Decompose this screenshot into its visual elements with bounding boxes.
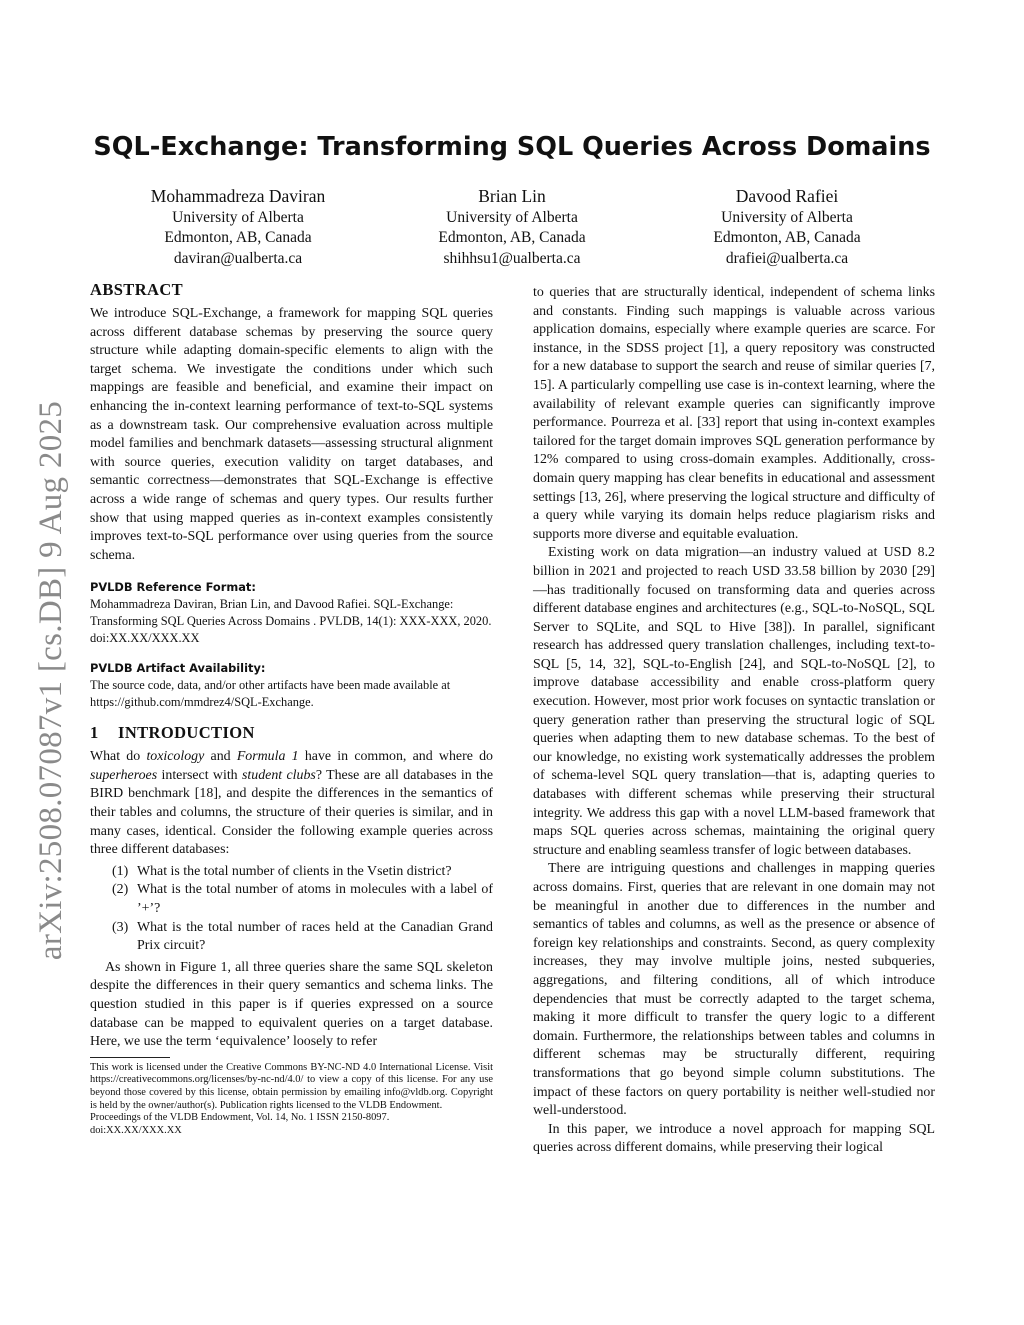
right-column	[533, 284, 935, 1158]
author-name: Brian Lin	[478, 186, 546, 206]
body-paragraph: There are intriguing questions and challenges in mapping queries across domains. First, queries that are relevant in one domain may not be meaningful in another due to differences in the number and semantics of tables and columns, as well as the presence or absence of foreign key relationships and constraints. Second, as query complexity increases, they may involve multiple joins, nested subqueries, aggregations, and filtering conditions, all of which introduce dependencies that must be correctly adapted to the target schema, making it more difficult to transfer the query logic to a different domain. Furthermore, the relationships between tables and columns in different schemas may be structurally different, requiring transformations that go beyond simple column substitutions. The impact of these factors on query portability is neither well-studied nor well-understood.	[533, 861, 935, 1119]
reference-format-text: Mohammadreza Daviran, Brian Lin, and Davood Rafiei. SQL-Exchange: Transforming SQL Queries Across Domains . PVLDB, 14(1): XXX-XXX, 2020.	[90, 597, 492, 628]
author-email[interactable]: drafiei@ualberta.ca	[725, 249, 849, 267]
reference-format-doi: doi:XX.XX/XXX.XX	[90, 630, 200, 645]
paper-title: SQL-Exchange: Transforming SQL Queries Across Domains	[93, 132, 931, 162]
author-location: Edmonton, AB, Canada	[164, 229, 312, 246]
author-name: Davood Rafiei	[735, 186, 839, 206]
proceedings-footnote: Proceedings of the VLDB Endowment, Vol. 14, No. 1 ISSN 2150-8097.	[90, 1112, 390, 1124]
artifact-text[interactable]: The source code, data, and/or other artifacts have been made available at https://github.com/mmdrez4/SQL-Exchange.	[90, 678, 451, 709]
artifact-heading: PVLDB Artifact Availability:	[90, 661, 266, 676]
left-column	[90, 280, 493, 1137]
list-item: (3) What is the total number of races held at the Canadian Grand Prix circuit?	[112, 919, 493, 954]
author-affiliation: University of Alberta	[446, 208, 578, 226]
footnote-doi: doi:XX.XX/XXX.XX	[90, 1124, 182, 1136]
abstract-text: We introduce SQL-Exchange, a framework for mapping SQL queries across different database schemas by preserving the source query structure while adapting domain-specific elements to align with the target schema. We investigate the conditions under which such mappings are feasible and beneficial, and examine their impact on enhancing the in-context learning performance of text-to-SQL systems as a downstream task. Our comprehensive evaluation across multiple model families and benchmark datasets—assessing structural alignment with source queries, execution validity on target databases, and semantic correctness—demonstrates that SQL-Exchange is effective across a wide range of schemas and query types. Our results further show that using mapped queries as in-context examples consistently improves text-to-SQL performance over using queries from the source schema.	[90, 306, 493, 563]
body-paragraph: In this paper, we introduce a novel approach for mapping SQL queries across different domains, while preserving their logical	[533, 1121, 935, 1156]
author-email[interactable]: shihhsu1@ualberta.ca	[443, 249, 581, 267]
author-block	[108, 186, 368, 269]
body-paragraph: to queries that are structurally identical, independent of schema links and constants. Finding such mappings is valuable across various application domains, especially where example queries are scarce. For instance, in the SDSS project [1], a query repository was constructed for a new database to support the search and reuse of similar queries [7, 15]. A particularly compelling use case is in-context learning, where the availability of relevant example queries can significantly improve performance. Pourreza et al. [33] report that using in-context examples tailored for the target domain improves SQL generation performance by 12% compared to using cross-domain examples. Additionally, cross-domain query mapping has clear benefits in educational and assessment settings [13, 26], where preserving the logical structure and difficulty of a query while varying its domain helps reduce plagiarism risks and supports more diverse and equitable evaluation.	[533, 285, 935, 542]
section-title: INTRODUCTION	[118, 723, 255, 743]
footnote-divider	[90, 1057, 170, 1058]
license-footnote: This work is licensed under the Creative Commons BY-NC-ND 4.0 International License. Visit https://creativecommons.org/licenses/by-nc-nd/4.0/ to view a copy of this license. For any use beyond those covered by this license, obtain permission by emailing info@vldb.org. Copyright is held by the owner/author(s). Publication rights licensed to the VLDB Endowment.	[90, 1061, 493, 1111]
example-queries-list	[90, 863, 493, 956]
author-location: Edmonton, AB, Canada	[438, 229, 586, 246]
abstract-heading: ABSTRACT	[90, 280, 184, 299]
author-email[interactable]: daviran@ualberta.ca	[173, 249, 303, 267]
section-heading-introduction	[90, 723, 493, 743]
arxiv-identifier: arXiv:2508.07087v1 [cs.DB] 9 Aug 2025	[33, 400, 70, 960]
author-block	[382, 186, 642, 269]
author-location: Edmonton, AB, Canada	[713, 229, 861, 246]
author-affiliation: University of Alberta	[172, 208, 304, 226]
list-item: (2) What is the total number of atoms in molecules with a label of ’+’?	[112, 882, 493, 917]
reference-format-heading: PVLDB Reference Format:	[90, 580, 256, 595]
body-paragraph: Existing work on data migration—an industry valued at USD 8.2 billion in 2021 and projected to reach USD 33.58 billion by 2030 [29]—has traditionally focused on transforming data and queries across different database engines and architectures (e.g., SQL-to-NoSQL, SQL Server to SQLite, and SQL to Hive [38]). In parallel, significant research has addressed query translation challenges, including text-to-SQL [5, 14, 32], SQL-to-English [24], and SQL-to-NoSQL [2], to improve database accessibility and enable cross-platform query execution. However, most prior work focuses on syntactic translation or query generation rather than preserving the structural logic of SQL queries when adapting them to new database schemas. To the best of our knowledge, no existing work systematically addresses the problem of schema-level SQL query translation—that is, adapting queries to databases with different schemas while preserving their structural integrity. We address this gap with a novel LLM-based framework that maps SQL queries across schemas, maintaining the original query structure and enabling seamless transfer of logic between databases.	[533, 545, 935, 858]
author-affiliation: University of Alberta	[721, 208, 853, 226]
intro-paragraph-2: As shown in Figure 1, all three queries share the same SQL skeleton despite the differences in their query semantics and schema links. The question studied in this paper is if queries expressed on a source database can be mapped to equivalent queries on a target database. Here, we use the term ‘equivalence’ loosely to refer	[90, 959, 493, 1050]
author-name: Mohammadreza Daviran	[150, 186, 326, 206]
intro-paragraph-1: What do toxicology and Formula 1 have in common, and where do superheroes intersect with student clubs? These are all databases in the BIRD benchmark [18], and despite the differences in the semantics of their tables and columns, the structure of their queries is similar, and in many cases, identical. Consider the following example queries across three different databases:	[90, 749, 493, 858]
section-number: 1	[90, 723, 99, 743]
author-block	[657, 186, 917, 269]
list-item: (1) What is the total number of clients in the Vsetin district?	[112, 863, 452, 879]
arxiv-stamp	[22, 378, 82, 982]
